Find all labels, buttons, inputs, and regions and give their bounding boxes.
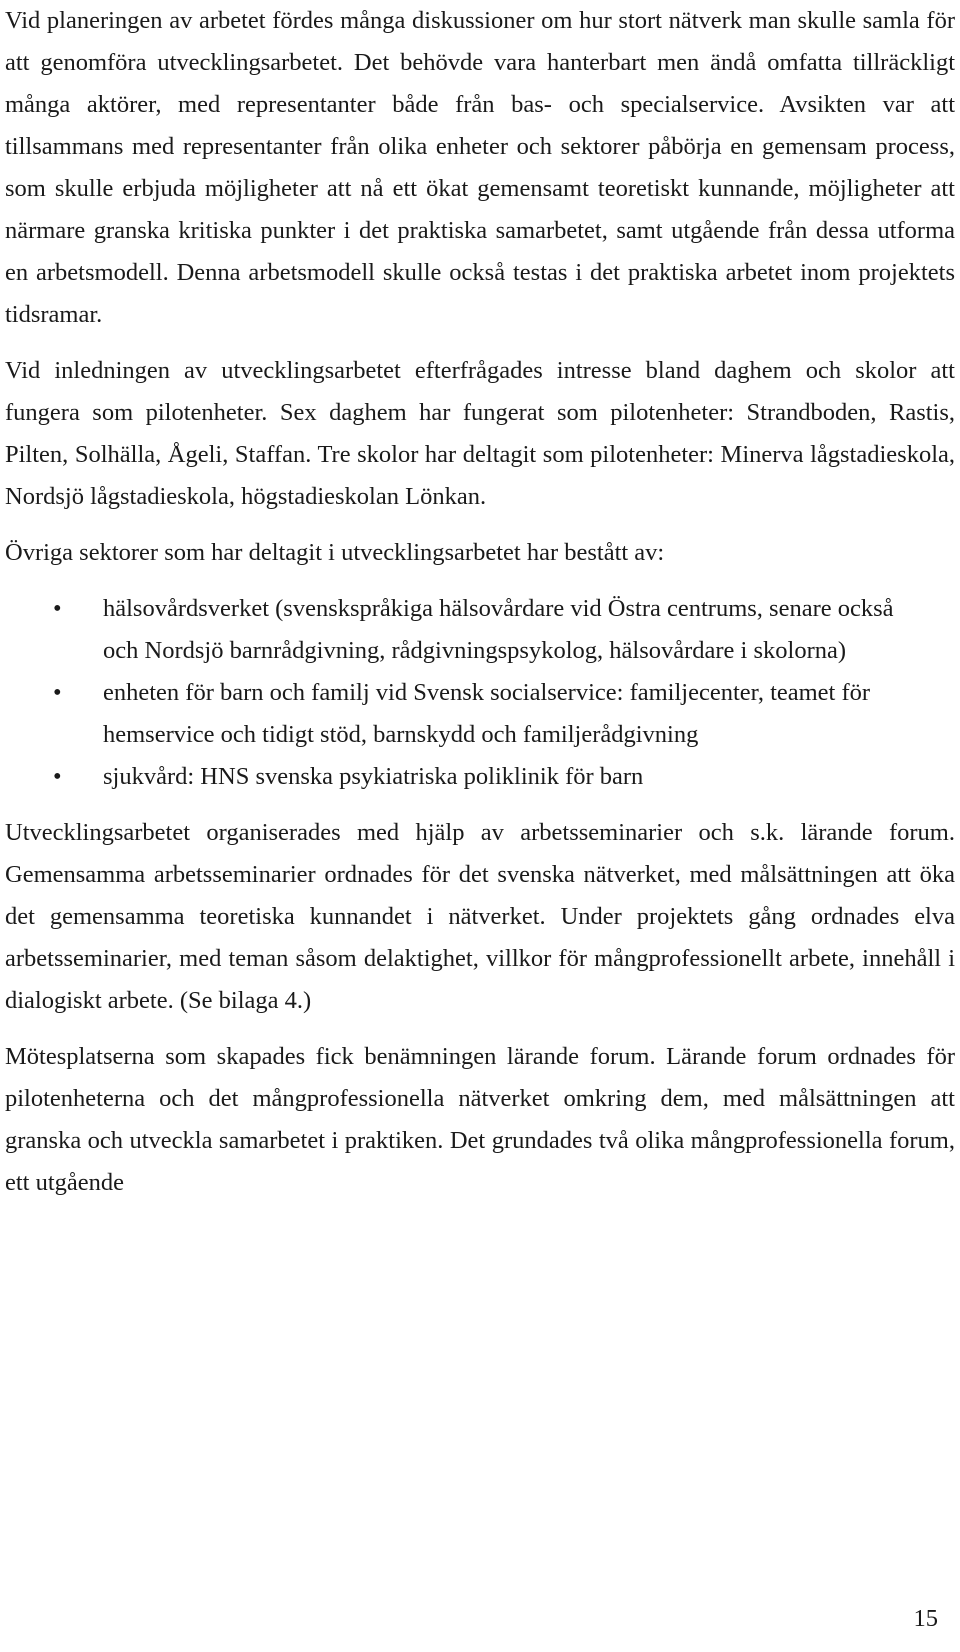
paragraph-pilot-units: Vid inledningen av utvecklingsarbetet efterfrågades intresse bland daghem och skolor att fungera som pilotenheter. Sex daghem har fungerat som pilotenheter: Strandboden, Rastis, Pilten, Solhälla, Ågeli, Staffan. Tre skolor har deltagit som pilotenheter: Minerva lågstadieskola, Nordsjö lågstadieskola, högstadieskolan Lönkan. [5, 357, 955, 510]
list-item-text: sjukvård: HNS svenska psykiatriska poliklinik för barn [103, 763, 644, 790]
paragraph-learning-forum: Mötesplatserna som skapades fick benämningen lärande forum. Lärande forum ordnades för pilotenheterna och det mångprofessionella nätverket omkring dem, med målsättningen att granska och utveckla samarbetet i praktiken. Det grundades två olika mångprofessionella forum, ett utgående [5, 1043, 955, 1196]
document-body [5, 0, 955, 1204]
list-item [5, 756, 955, 798]
list-item [5, 588, 955, 672]
bullet-icon: • [53, 595, 62, 622]
sector-bullet-list [5, 588, 955, 798]
paragraph-seminars: Utvecklingsarbetet organiserades med hjälp av arbetsseminarier och s.k. lärande forum. Gemensamma arbetsseminarier ordnades för det svenska nätverket, med målsättningen att öka det gemensamma teoretiska kunnandet i nätverket. Under projektets gång ordnades elva arbetsseminarier, med teman såsom delaktighet, villkor för mångprofessionellt arbete, innehåll i dialogiskt arbete. (Se bilaga 4.) [5, 819, 955, 1014]
list-item-text: enheten för barn och familj vid Svensk socialservice: familjecenter, teamet för hemservice och tidigt stöd, barnskydd och familjerådgivning [103, 679, 871, 748]
list-item-text: hälsovårdsverket (svenskspråkiga hälsovårdare vid Östra centrums, senare också och Nordsjö barnrådgivning, rådgivningspsykolog, hälsovårdare i skolorna) [103, 595, 894, 664]
bullet-icon: • [53, 763, 62, 790]
bullet-icon: • [53, 679, 62, 706]
paragraph-other-sectors-intro: Övriga sektorer som har deltagit i utvecklingsarbetet har bestått av: [5, 539, 665, 566]
page-number: 15 [913, 1605, 938, 1632]
paragraph-network-planning: Vid planeringen av arbetet fördes många diskussioner om hur stort nätverk man skulle samla för att genomföra utvecklingsarbetet. Det behövde vara hanterbart men ändå omfatta tillräckligt många aktörer, med representanter både från bas- och specialservice. Avsikten var att tillsammans med representanter från olika enheter och sektorer påbörja en gemensam process, som skulle erbjuda möjligheter att nå ett ökat gemensamt teoretiskt kunnande, möjligheter att närmare granska kritiska punkter i det praktiska samarbetet, samt utgående från dessa utforma en arbetsmodell. Denna arbetsmodell skulle också testas i det praktiska arbetet inom projektets tidsramar. [5, 7, 955, 328]
list-item [5, 672, 955, 756]
